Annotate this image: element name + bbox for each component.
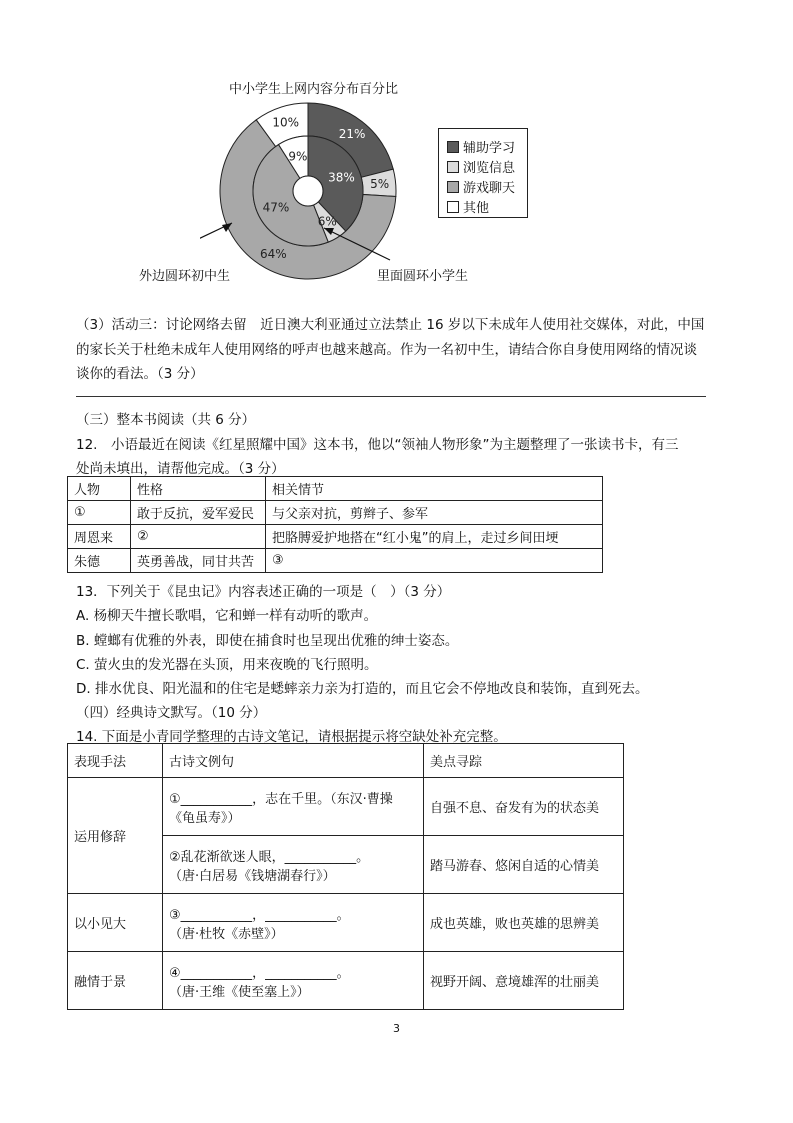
legend-item-2 — [447, 157, 515, 176]
outer-label-2: 5% — [370, 177, 390, 192]
outer-ring-annotation: 外边圆环初中生 — [139, 269, 231, 284]
inner-label-2: 6% — [317, 214, 337, 229]
q13-option-c: C. 萤火虫的发光器在头顶，用来夜晚的飞行照明。 — [76, 657, 378, 673]
legend-label: 游戏聊天 — [463, 181, 516, 196]
beauty-cell: 踏马游春、悠闲自适的心情美 — [424, 836, 624, 894]
legend-label: 辅助学习 — [463, 141, 516, 156]
example-line: （唐·杜牧《赤壁》） — [169, 926, 284, 942]
table-cell: 把胳膊爱护地搭在“红小鬼”的肩上，走过乡间田埂 — [266, 525, 603, 549]
legend-label: 其他 — [463, 201, 490, 216]
outer-label-1: 21% — [338, 127, 366, 142]
legend-item-1 — [447, 137, 515, 156]
table-header: 人物 — [68, 477, 131, 501]
example-cell — [163, 894, 424, 952]
beauty-cell: 视野开阔、意境雄浑的壮丽美 — [424, 952, 624, 1010]
method-cell: 融情于景 — [68, 952, 163, 1010]
answer-line — [76, 396, 706, 397]
outer-label-3: 64% — [259, 247, 287, 262]
inner-label-3: 47% — [262, 200, 290, 215]
chart-title: 中小学生上网内容分布百分比 — [229, 82, 399, 97]
q12-line-1: 12. 小语最近在阅读《红星照耀中国》这本书，他以“领袖人物形象”为主题整理了一张读书卡，有三 — [76, 437, 679, 453]
table-cell: 朱德 — [68, 549, 131, 573]
q14-table — [67, 743, 624, 1010]
example-line: ④___________，___________。 — [169, 965, 350, 981]
example-line: （唐·白居易《钱塘湖春行》） — [169, 868, 336, 884]
beauty-cell: 成也英雄，败也英雄的思辨美 — [424, 894, 624, 952]
q12-line-2: 处尚未填出，请帮他完成。（3 分） — [76, 461, 285, 477]
table-header: 表现手法 — [68, 744, 163, 778]
q13-option-d: D. 排水优良、阳光温和的住宅是蟋蟀亲力亲为打造的，而且它会不停地改良和装饰，直到死去。 — [76, 681, 649, 697]
table-cell: 敢于反抗，爱军爱民 — [131, 501, 266, 525]
legend-swatch — [447, 141, 459, 153]
page-number: 3 — [393, 1022, 400, 1035]
example-line: 《龟虽寿》） — [169, 810, 241, 826]
q13-stem: 13．下列关于《昆虫记》内容表述正确的一项是（ ）（3 分） — [76, 584, 451, 600]
example-line: （唐·王维《使至塞上》） — [169, 984, 310, 1000]
inner-ring-annotation: 里面圆环小学生 — [377, 269, 469, 284]
table-cell: ③ — [266, 549, 603, 573]
table-header: 古诗文例句 — [163, 744, 424, 778]
example-line: ①___________，志在千里。（东汉·曹操 — [169, 791, 393, 807]
q3-line-3: 谈你的看法。（3 分） — [76, 366, 204, 382]
example-cell — [163, 778, 424, 836]
table-header: 相关情节 — [266, 477, 603, 501]
method-cell: 运用修辞 — [68, 778, 163, 894]
method-cell: 以小见大 — [68, 894, 163, 952]
legend-item-3 — [447, 177, 515, 196]
example-cell — [163, 836, 424, 894]
section-3-heading: （三）整本书阅读（共 6 分） — [76, 412, 256, 428]
table-header: 美点寻踪 — [424, 744, 624, 778]
table-cell: 英勇善战，同甘共苦 — [131, 549, 266, 573]
inner-label-1: 38% — [328, 170, 355, 185]
table-cell: 与父亲对抗，剪辫子、参军 — [266, 501, 603, 525]
chart-legend — [438, 128, 528, 218]
table-cell: ② — [131, 525, 266, 549]
q3-line-2: 的家长关于杜绝未成年人使用网络的呼声也越来越高。作为一名初中生，请结合你自身使用网络的情况谈 — [76, 342, 697, 358]
q13-option-b: B. 螳螂有优雅的外表，即使在捕食时也呈现出优雅的绅士姿态。 — [76, 633, 459, 649]
table-cell: ① — [68, 501, 131, 525]
example-line: ②乱花渐欲迷人眼，___________。 — [169, 849, 370, 865]
legend-swatch — [447, 201, 459, 213]
section-4-heading: （四）经典诗文默写。（10 分） — [76, 705, 267, 721]
legend-item-4 — [447, 197, 489, 216]
example-line: ③___________，___________。 — [169, 907, 350, 923]
example-cell — [163, 952, 424, 1010]
q12-table — [67, 476, 603, 573]
beauty-cell: 自强不息、奋发有为的状态美 — [424, 778, 624, 836]
inner-label-4: 9% — [288, 149, 308, 164]
q13-option-a: A. 杨柳天牛擅长歌唱，它和蝉一样有动听的歌声。 — [76, 608, 378, 624]
outer-label-4: 10% — [272, 115, 300, 130]
legend-swatch — [447, 161, 459, 173]
legend-swatch — [447, 181, 459, 193]
table-header: 性格 — [131, 477, 266, 501]
legend-label: 浏览信息 — [463, 161, 516, 176]
q14-stem: 14. 下面是小青同学整理的古诗文笔记，请根据提示将空缺处补充完整。 — [76, 729, 507, 745]
table-cell: 周恩来 — [68, 525, 131, 549]
q3-line-1: （3）活动三：讨论网络去留 近日澳大利亚通过立法禁止 16 岁以下未成年人使用社交媒体，对此，中国 — [76, 317, 705, 333]
